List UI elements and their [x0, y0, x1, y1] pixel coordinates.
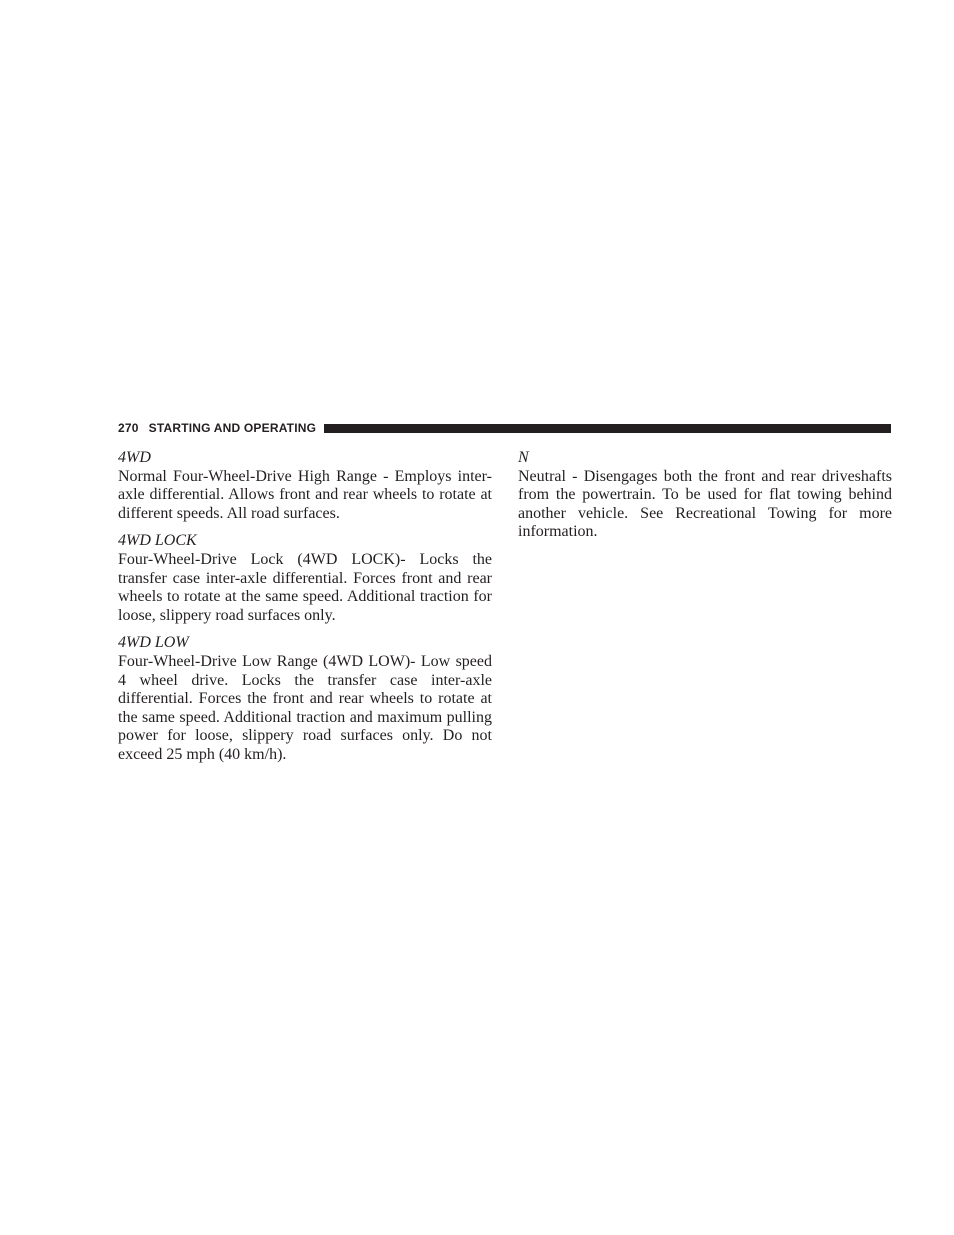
definition-item — [118, 634, 492, 764]
term-heading: N — [518, 449, 529, 466]
right-column — [518, 449, 892, 551]
term-heading: 4WD — [118, 449, 151, 466]
term-description: Neutral - Disengages both the front and rear driveshafts from the powertrain. To be used for flat towing behind another vehicle. See Recreational Towing for more information. — [518, 467, 892, 541]
term-heading: 4WD LOCK — [118, 532, 197, 550]
term-description: Normal Four-Wheel-Drive High Range - Employs inter-axle differential. Allows front and rear wheels to rotate at different speeds. All road surfaces. — [118, 467, 492, 522]
definition-item — [118, 532, 492, 625]
definition-item — [518, 449, 892, 542]
header-rule — [324, 424, 891, 433]
term-heading: 4WD LOW — [118, 634, 189, 652]
section-title: STARTING AND OPERATING — [148, 421, 317, 435]
page-number: 270 — [118, 421, 139, 435]
term-description: Four-Wheel-Drive Lock (4WD LOCK)- Locks the transfer case inter-axle differential. Forces front and rear wheels to rotate at the same speed. Additional traction for loose, slippery road surfaces only. — [118, 550, 492, 624]
term-description: Four-Wheel-Drive Low Range (4WD LOW)- Low speed 4 wheel drive. Locks the transfer case inter-axle differential. Forces the front and rear wheels to rotate at the same speed. Additional traction and maximum pulling power for loose, slippery road surfaces only. Do not exceed 25 mph (40 km/h). — [118, 652, 492, 763]
left-column — [118, 449, 492, 774]
page-header — [118, 420, 891, 436]
definition-item — [118, 449, 492, 523]
